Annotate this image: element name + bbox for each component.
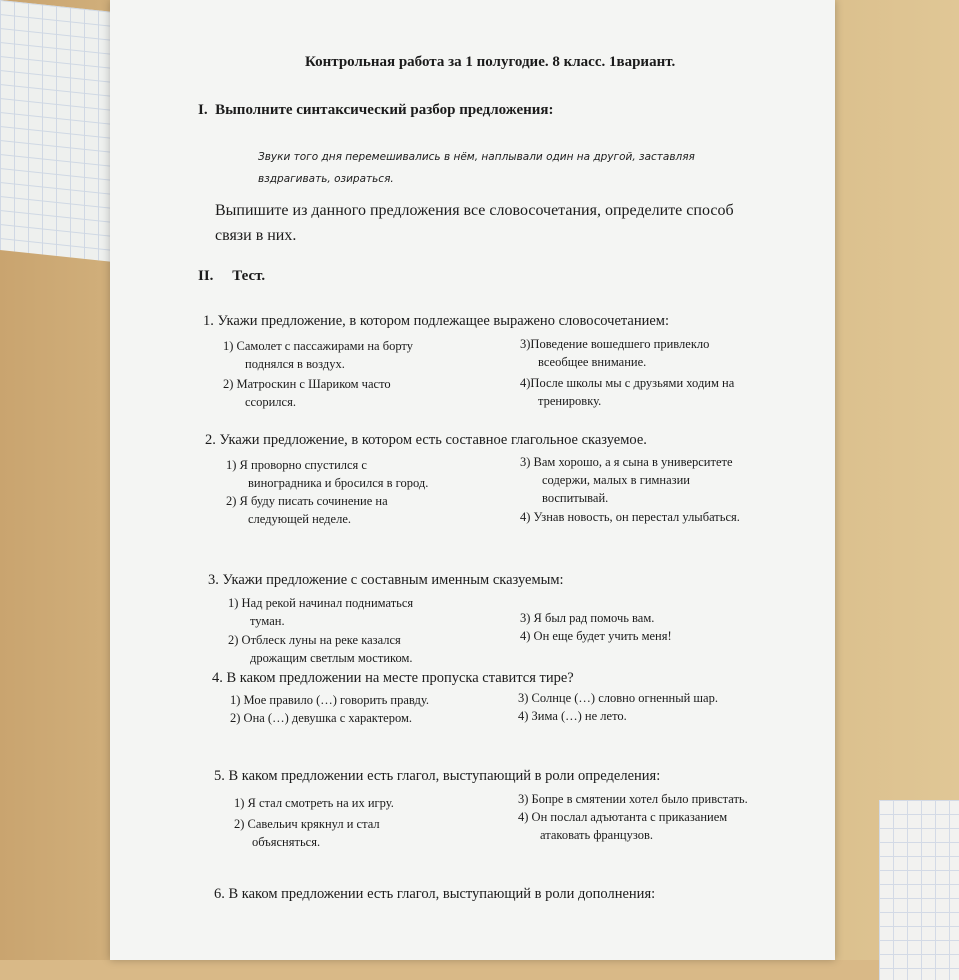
question-3-answer-2: 2) Отблеск луны на реке казался дрожащим светлым мостиком.: [228, 633, 413, 665]
question-1-text: 1. Укажи предложение, в котором подлежащее выражено словосочетанием:: [203, 313, 669, 329]
question-2-answer-4: 4) Узнав новость, он перестал улыбаться.: [520, 510, 740, 524]
question-4-answer-4: 4) Зима (…) не лето.: [518, 709, 627, 723]
sentence-line-1: Звуки того дня перемешивались в нём, наплывали один на другой, заставляя: [258, 151, 695, 163]
question-3-text: 3. Укажи предложение с составным именным сказуемым:: [208, 572, 564, 588]
section-1-title: Выполните синтаксический разбор предложения:: [215, 102, 554, 118]
test-paper-sheet: [110, 0, 835, 960]
task-line-1: Выпишите из данного предложения все словосочетания, определите способ: [215, 202, 734, 219]
question-3-answer-3: 3) Я был рад помочь вам.: [520, 611, 655, 625]
question-5-answer-2: 2) Савельич крякнул и стал объясняться.: [234, 817, 380, 849]
question-2-answer-3: 3) Вам хорошо, а я сына в университете содержи, малых в гимназии воспитывай.: [520, 455, 733, 505]
question-4-answer-2: 2) Она (…) девушка с характером.: [230, 711, 413, 725]
task-line-2: связи в них.: [215, 227, 297, 244]
sentence-line-2: вздрагивать, озираться.: [258, 173, 394, 185]
question-2-answer-2: 2) Я буду писать сочинение на следующей неделе.: [226, 494, 388, 526]
section-1-heading: [198, 102, 554, 119]
question-3-answer-1: 1) Над рекой начинал подниматься туман.: [228, 596, 414, 628]
section-2-number: II.: [198, 268, 214, 284]
question-5-answer-1: 1) Я стал смотреть на их игру.: [234, 796, 394, 810]
question-2-text: 2. Укажи предложение, в котором есть составное глагольное сказуемое.: [205, 432, 647, 448]
question-2-answer-1: 1) Я проворно спустился с виноградника и бросился в город.: [226, 458, 429, 490]
question-5-answer-3: 3) Бопре в смятении хотел было привстать.: [518, 792, 748, 806]
question-1-answer-2: 2) Матроскин с Шариком часто ссорился.: [223, 377, 391, 409]
section-2-heading: [198, 268, 265, 285]
question-1-answer-1: 1) Самолет с пассажирами на борту поднялся в воздух.: [223, 339, 413, 371]
question-3-answer-4: 4) Он еще будет учить меня!: [520, 629, 672, 643]
notebook-corner-right: [879, 800, 959, 980]
section-1-number: I.: [198, 102, 208, 118]
question-1-answer-3: 3)Поведение вошедшего привлекло всеобщее внимание.: [520, 337, 710, 369]
question-5-text: 5. В каком предложении есть глагол, выступающий в роли определения:: [214, 768, 661, 784]
question-4-answer-1: 1) Мое правило (…) говорить правду.: [230, 693, 429, 707]
section-2-title: Тест.: [232, 268, 266, 284]
question-5-answer-4: 4) Он послал адъютанта с приказанием атаковать французов.: [518, 810, 728, 842]
document-title: Контрольная работа за 1 полугодие. 8 класс. 1вариант.: [305, 54, 676, 70]
question-4-text: 4. В каком предложении на месте пропуска ставится тире?: [212, 670, 574, 686]
question-1-answer-4: 4)После школы мы с друзьями ходим на тренировку.: [520, 376, 735, 408]
question-6-text: 6. В каком предложении есть глагол, выступающий в роли дополнения:: [214, 886, 656, 902]
question-4-answer-3: 3) Солнце (…) словно огненный шар.: [518, 691, 718, 705]
analysis-sentence: [258, 146, 695, 190]
section-1-task: [215, 198, 734, 248]
